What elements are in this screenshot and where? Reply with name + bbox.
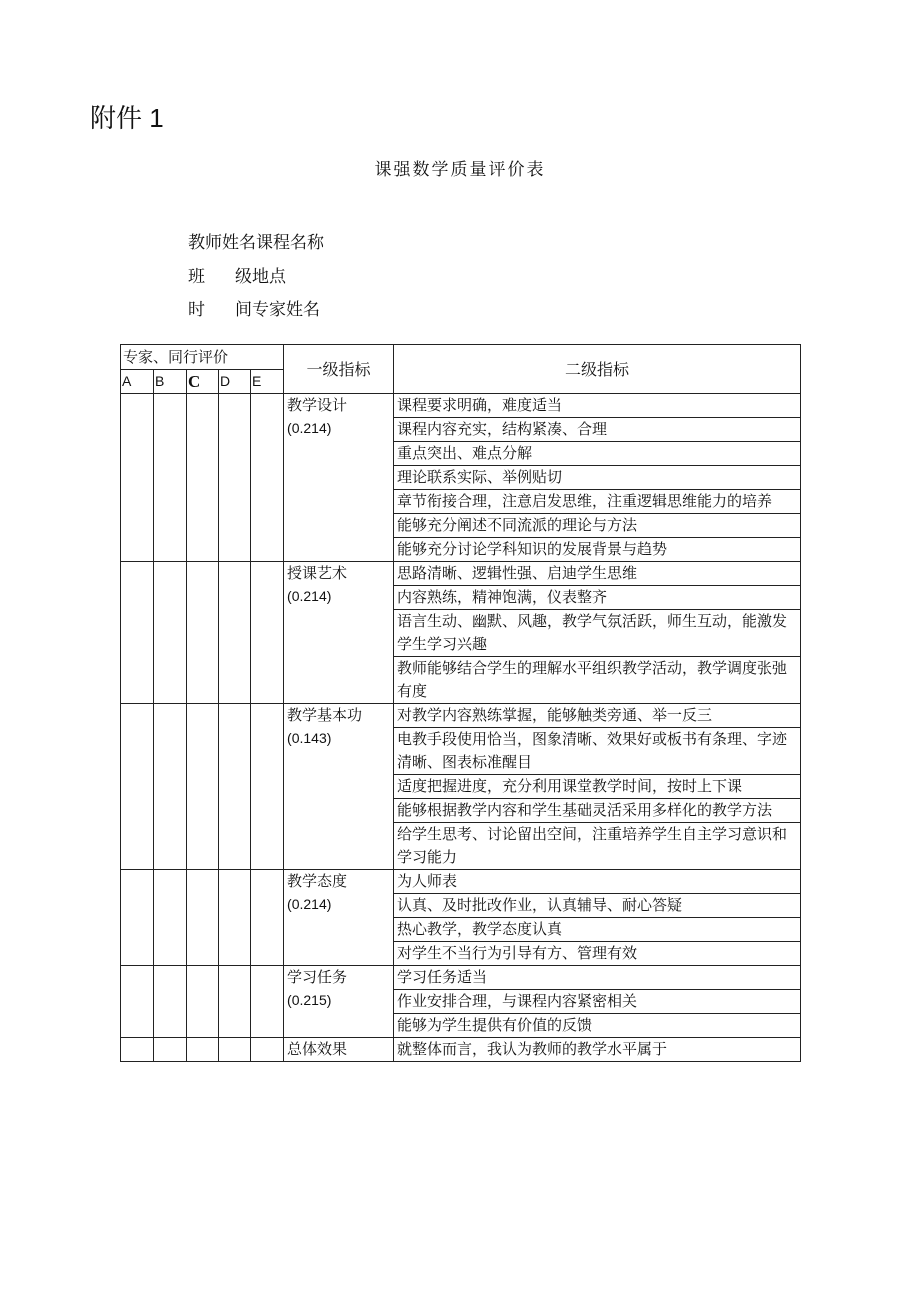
rating-cell[interactable] (219, 870, 251, 966)
level2-indicator-item: 适度把握进度，充分利用课堂教学时间，按时上下课 (394, 775, 801, 799)
table-row (121, 966, 801, 990)
level1-header: 一级指标 (284, 345, 394, 394)
level1-indicator-cell (284, 966, 394, 1038)
level2-indicator-item: 语言生动、幽默、风趣，教学气氛活跃，师生互动，能激发学生学习兴趣 (394, 610, 801, 657)
table-header-row (121, 345, 801, 370)
rating-cell[interactable] (121, 562, 154, 704)
peer-review-label-2: 同行评价 (168, 348, 229, 366)
level1-indicator-weight: (0.214) (287, 588, 332, 604)
rating-cell[interactable] (251, 562, 284, 704)
level2-indicator-item: 给学生思考、讨论留出空间，注重培养学生自主学习意识和学习能力 (394, 823, 801, 870)
rating-cell[interactable] (251, 394, 284, 562)
rating-cell[interactable] (187, 966, 219, 1038)
grade-d: D (219, 370, 251, 394)
rating-cell[interactable] (121, 704, 154, 870)
level2-indicator-item: 作业安排合理，与课程内容紧密相关 (394, 990, 801, 1014)
level1-indicator-name: 总体效果 (287, 1040, 348, 1058)
info-line-2-label-a: 班 (188, 267, 205, 287)
level2-indicator-item: 热心教学，教学态度认真 (394, 918, 801, 942)
info-line-class-location (188, 262, 286, 287)
level2-indicator-item: 课程要求明确，难度适当 (394, 394, 801, 418)
rating-cell[interactable] (154, 966, 187, 1038)
level2-header: 二级指标 (394, 345, 801, 394)
info-line-2-label-b: 级地点 (235, 267, 286, 287)
table-row (121, 870, 801, 894)
rating-cell[interactable] (251, 870, 284, 966)
level1-indicator-name: 教学基本功 (287, 706, 363, 724)
rating-cell[interactable] (219, 562, 251, 704)
info-line-3-label-b: 间专家姓名 (235, 300, 320, 320)
rating-cell[interactable] (219, 704, 251, 870)
level2-indicator-item: 认真、及时批改作业，认真辅导、耐心答疑 (394, 894, 801, 918)
rating-cell[interactable] (121, 394, 154, 562)
level2-indicator-item: 内容熟练，精神饱满，仪表整齐 (394, 586, 801, 610)
level1-indicator-cell (284, 870, 394, 966)
info-line-3-label-a: 时 (188, 300, 205, 320)
rating-cell[interactable] (219, 394, 251, 562)
rating-cell[interactable] (187, 562, 219, 704)
level1-indicator-name: 教学态度 (287, 872, 348, 890)
rating-cell[interactable] (251, 704, 284, 870)
level2-indicator-item: 学习任务适当 (394, 966, 801, 990)
level2-indicator-item: 能够充分阐述不同流派的理论与方法 (394, 514, 801, 538)
level2-indicator-item: 章节衔接合理，注意启发思维，注重逻辑思维能力的培养 (394, 490, 801, 514)
grade-e: E (251, 370, 284, 394)
level2-indicator-item: 能够为学生提供有价值的反馈 (394, 1014, 801, 1038)
level2-indicator-item: 能够根据教学内容和学生基础灵活采用多样化的教学方法 (394, 799, 801, 823)
rating-cell[interactable] (187, 870, 219, 966)
level1-indicator-weight: (0.214) (287, 896, 332, 912)
rating-cell[interactable] (121, 966, 154, 1038)
rating-cell[interactable] (154, 870, 187, 966)
evaluation-table (120, 344, 801, 1062)
form-title: 课强数学质量评价表 (374, 160, 546, 180)
info-line-time-expert (188, 295, 320, 320)
level2-indicator-item: 重点突出、难点分解 (394, 442, 801, 466)
rating-cell[interactable] (154, 562, 187, 704)
rating-cell[interactable] (187, 1038, 219, 1062)
level1-indicator-name: 教学设计 (287, 396, 348, 414)
level2-indicator-item: 能够充分讨论学科知识的发展背景与趋势 (394, 538, 801, 562)
level2-indicator-item: 理论联系实际、举例贴切 (394, 466, 801, 490)
rating-cell[interactable] (251, 966, 284, 1038)
level2-indicator-item: 对教学内容熟练掌握，能够触类旁通、举一反三 (394, 704, 801, 728)
level1-indicator-name: 学习任务 (287, 968, 348, 986)
level1-indicator-cell (284, 394, 394, 562)
table-row (121, 704, 801, 728)
level1-indicator-weight: (0.214) (287, 420, 332, 436)
level2-indicator-item: 对学生不当行为引导有方、管理有效 (394, 942, 801, 966)
info-line-1-label: 教师姓名课程名称 (188, 233, 324, 253)
level1-indicator-cell (284, 562, 394, 704)
level1-indicator-cell (284, 704, 394, 870)
rating-cell[interactable] (219, 1038, 251, 1062)
peer-review-header (121, 345, 284, 370)
info-line-teacher-course (188, 228, 324, 253)
rating-cell[interactable] (154, 394, 187, 562)
level2-indicator-item: 就整体而言，我认为教师的教学水平属于 (394, 1038, 801, 1062)
level1-indicator-cell (284, 1038, 394, 1062)
level2-indicator-item: 课程内容充实，结构紧凑、合理 (394, 418, 801, 442)
level1-indicator-weight: (0.215) (287, 992, 332, 1008)
grade-c: C (187, 370, 219, 394)
table-row (121, 1038, 801, 1062)
rating-cell[interactable] (187, 704, 219, 870)
table-row (121, 394, 801, 418)
rating-cell[interactable] (121, 870, 154, 966)
level1-indicator-name: 授课艺术 (287, 564, 348, 582)
level2-indicator-item: 为人师表 (394, 870, 801, 894)
level2-indicator-item: 教师能够结合学生的理解水平组织教学活动，教学调度张弛有度 (394, 657, 801, 704)
rating-cell[interactable] (251, 1038, 284, 1062)
rating-cell[interactable] (154, 1038, 187, 1062)
rating-cell[interactable] (121, 1038, 154, 1062)
rating-cell[interactable] (219, 966, 251, 1038)
table-row (121, 562, 801, 586)
attachment-label: 附件 1 (90, 103, 164, 133)
grade-b: B (154, 370, 187, 394)
peer-review-label-1: 专家、 (123, 348, 169, 366)
level2-indicator-item: 思路清晰、逻辑性强、启迪学生思维 (394, 562, 801, 586)
level1-indicator-weight: (0.143) (287, 730, 332, 746)
level2-indicator-item: 电教手段使用恰当，图象清晰、效果好或板书有条理、字迹清晰、图表标准醒目 (394, 728, 801, 775)
grade-a: A (121, 370, 154, 394)
rating-cell[interactable] (187, 394, 219, 562)
rating-cell[interactable] (154, 704, 187, 870)
